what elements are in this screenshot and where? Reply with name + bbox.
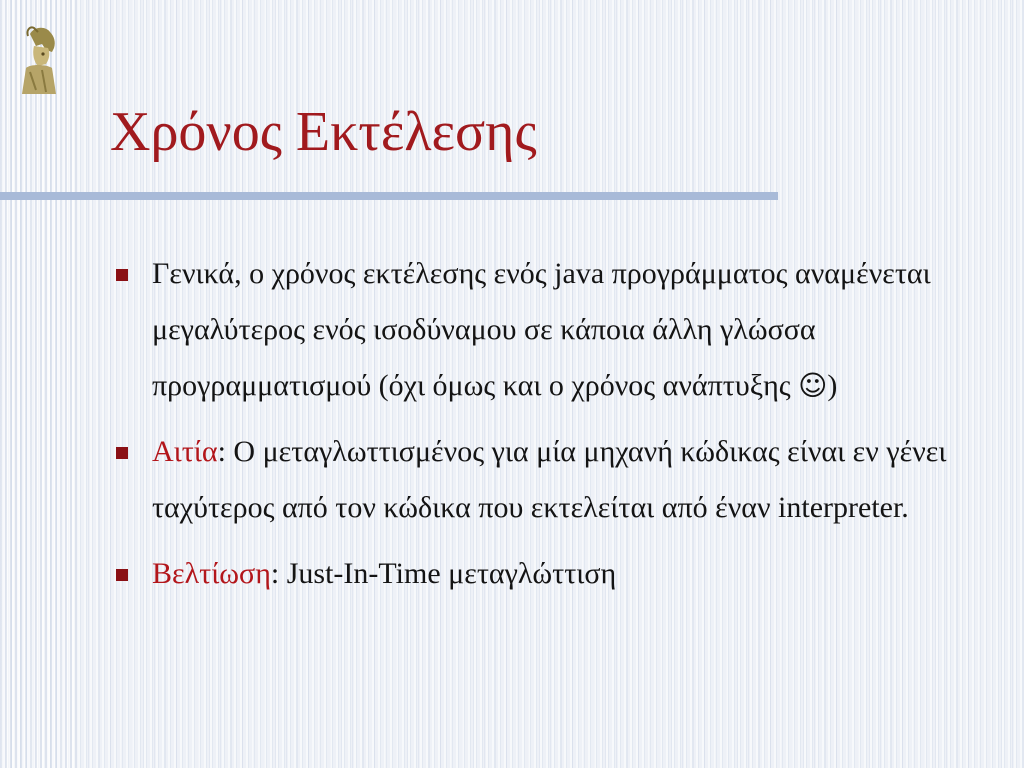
square-bullet-icon [116, 569, 128, 581]
title-underline-rule [0, 192, 778, 200]
athena-helmet-logo [16, 24, 62, 96]
bullet-text-end: ) [827, 369, 838, 402]
bullet-text: : Just-In-Time μεταγλώττιση [270, 557, 617, 590]
bullet-item [112, 424, 1002, 536]
slide-title: Χρόνος Εκτέλεσης [110, 101, 537, 163]
smiley-icon: ☺ [798, 369, 828, 402]
bullet-text: Γενικά, ο χρόνος εκτέλεσης ενός java προγράμματος αναμένεται μεγαλύτερος ενός ισοδύναμου σε κάποια άλλη γλώσσα προγραμματισμού (όχι όμως και ο χρόνος ανάπτυξης [152, 257, 931, 402]
bullet-item [112, 546, 1002, 602]
bullet-term: Αιτία [152, 435, 218, 468]
decorative-left-band [0, 0, 78, 768]
bullet-text: : Ο μεταγλωττισμένος για μία μηχανή κώδικας είναι εν γένει ταχύτερος από τον κώδικα που εκτελείται από έναν interpreter. [152, 435, 947, 524]
square-bullet-icon [116, 447, 128, 459]
bullet-item [112, 246, 1002, 414]
square-bullet-icon [116, 269, 128, 281]
bullet-term: Βελτίωση [152, 557, 271, 590]
bullet-list [112, 246, 1002, 612]
